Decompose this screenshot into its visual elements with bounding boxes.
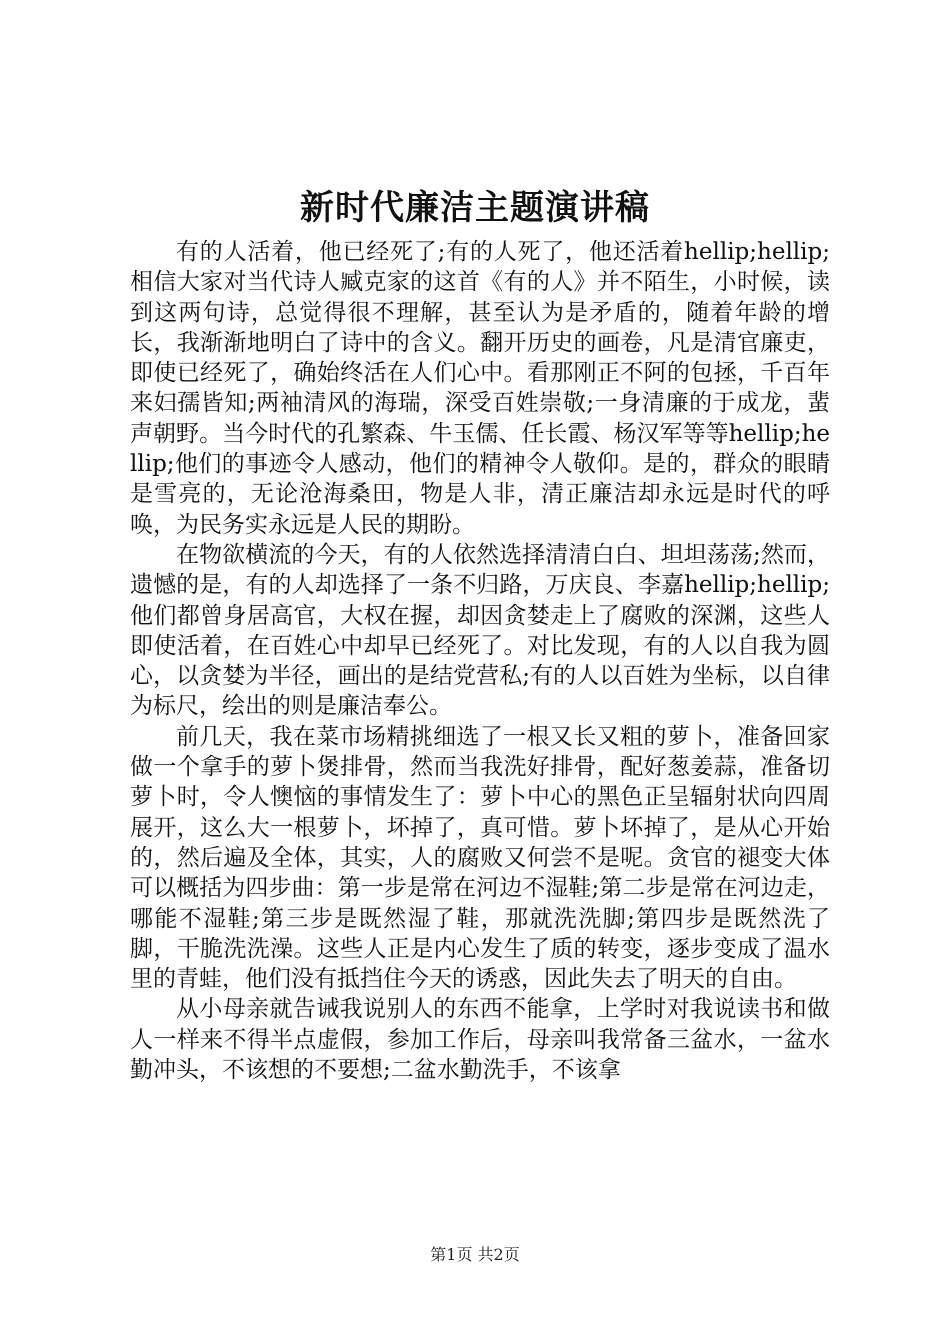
document-body (130, 237, 830, 1085)
paragraph-4: 从小母亲就告诫我说别人的东西不能拿，上学时对我说读书和做人一样来不得半点虚假，参加工作后，母亲叫我常备三盆水，一盆水勤冲头，不该想的不要想;二盆水勤洗手，不该拿 (130, 996, 830, 1084)
paragraph-2: 在物欲横流的今天，有的人依然选择清清白白、坦坦荡荡;然而，遗憾的是，有的人却选择了一条不归路，万庆良、李嘉hellip;hellip;他们都曾身居高官，大权在握，却因贪婪走上了腐败的深渊，这些人即使活着，在百姓心中却早已经死了。对比发现，有的人以自我为圆心，以贪婪为半径，画出的是结党营私;有的人以百姓为坐标，以自律为标尺，绘出的则是廉洁奉公。 (130, 541, 830, 720)
paragraph-3: 前几天，我在菜市场精挑细选了一根又长又粗的萝卜，准备回家做一个拿手的萝卜煲排骨，然而当我洗好排骨，配好葱姜蒜，准备切萝卜时，令人懊恼的事情发生了：萝卜中心的黑色正呈辐射状向四周展开，这么大一根萝卜，坏掉了，真可惜。萝卜坏掉了，是从心开始的，然后遍及全体，其实，人的腐败又何尝不是呢。贪官的褪变大体可以概括为四步曲：第一步是常在河边不湿鞋;第二步是常在河边走，哪能不湿鞋;第三步是既然湿了鞋，那就洗洗脚;第四步是既然洗了脚，干脆洗洗澡。这些人正是内心发生了质的转变，逐步变成了温水里的青蛙，他们没有抵挡住今天的诱惑，因此失去了明天的自由。 (130, 723, 830, 993)
page-number-footer: 第1页 共2页 (430, 1245, 520, 1264)
paragraph-1: 有的人活着，他已经死了;有的人死了，他还活着hellip;hellip;相信大家对当代诗人臧克家的这首《有的人》并不陌生，小时候，读到这两句诗，总觉得很不理解，甚至认为是矛盾的，随着年龄的增长，我渐渐地明白了诗中的含义。翻开历史的画卷，凡是清官廉吏，即使已经死了，确始终活在人们心中。看那刚正不阿的包拯，千百年来妇孺皆知;两袖清风的海瑞，深受百姓崇敬;一身清廉的于成龙，蜚声朝野。当今时代的孔繁森、牛玉儒、任长霞、杨汉军等等hellip;hellip;他们的事迹令人感动，他们的精神令人敬仰。是的，群众的眼睛是雪亮的，无论沧海桑田，物是人非，清正廉洁却永远是时代的呼唤，为民务实永远是人民的期盼。 (130, 239, 830, 538)
document-title: 新时代廉洁主题演讲稿 (300, 188, 650, 228)
